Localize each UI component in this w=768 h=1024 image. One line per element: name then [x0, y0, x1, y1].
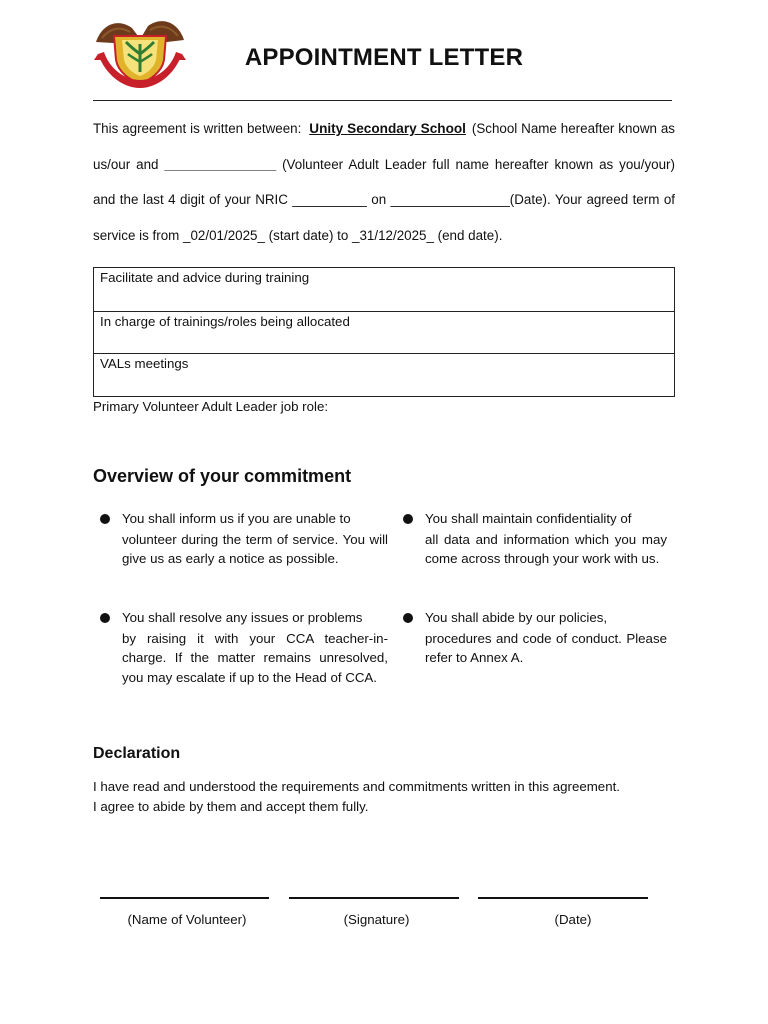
date-signature-line[interactable] [478, 897, 648, 899]
bullet-icon [403, 613, 413, 623]
declaration-line-2: I agree to abide by them and accept them fully. [93, 798, 369, 814]
volunteer-name-blank[interactable]: _______________ [164, 156, 277, 172]
commitment-first-line: You shall abide by our policies, [425, 610, 608, 625]
job-role-label: Primary Volunteer Adult Leader job role: [93, 399, 329, 414]
commitment-rest: by raising it with your CCA teacher-in-charge. If the matter remains unresolved, you may escalate if up to the Head of CCA. [122, 631, 388, 685]
agreement-text-3: (Volunteer Adult Leader full name hereafter known as you/your) and the last 4 digit of your NRIC __________ on ________________(Date). Your agreed term of service is from _02/01/2025_ (start date) to _31/12/2025_ (end date). [93, 156, 675, 243]
agreement-paragraph [93, 111, 675, 253]
commitment-item [425, 606, 667, 668]
name-signature-line[interactable] [100, 897, 269, 899]
commitment-first-line: You shall maintain confidentiality of [425, 511, 632, 526]
commitment-first-line: You shall inform us if you are unable to [122, 511, 351, 526]
agreement-text-2: (School Name hereafter known as us/our and [93, 121, 675, 172]
duty-row: VALs meetings [94, 353, 674, 396]
agreement-intro: This agreement is written between: [93, 121, 302, 136]
signature-line[interactable] [289, 897, 459, 899]
date-label: (Date) [554, 912, 592, 927]
bullet-icon [100, 613, 110, 623]
duty-row: Facilitate and advice during training [100, 270, 310, 285]
bullet-icon [100, 514, 110, 524]
declaration-line-1: I have read and understood the requirements and commitments written in this agreement. [93, 779, 620, 794]
commitment-item [425, 507, 667, 569]
signature-label: (Signature) [343, 912, 410, 927]
page-title: APPOINTMENT LETTER [244, 44, 524, 71]
commitment-item [122, 507, 388, 569]
commitment-rest: volunteer during the term of service. You will give us as early a notice as possible. [122, 532, 388, 567]
bullet-icon [403, 514, 413, 524]
school-crest-logo [92, 14, 188, 90]
commitment-rest: procedures and code of conduct. Please refer to Annex A. [425, 631, 667, 666]
title-divider [93, 100, 672, 101]
commitment-item [122, 606, 388, 687]
school-name: Unity Secondary School [309, 121, 466, 136]
name-of-volunteer-label: (Name of Volunteer) [127, 912, 247, 927]
declaration-heading: Declaration [93, 745, 181, 762]
duty-row: In charge of trainings/roles being allocated [94, 311, 674, 354]
commitment-rest: all data and information which you may come across through your work with us. [425, 532, 667, 567]
duties-table [93, 267, 675, 397]
declaration-text [93, 777, 693, 816]
overview-heading: Overview of your commitment [93, 466, 352, 486]
commitment-first-line: You shall resolve any issues or problems [122, 610, 363, 625]
